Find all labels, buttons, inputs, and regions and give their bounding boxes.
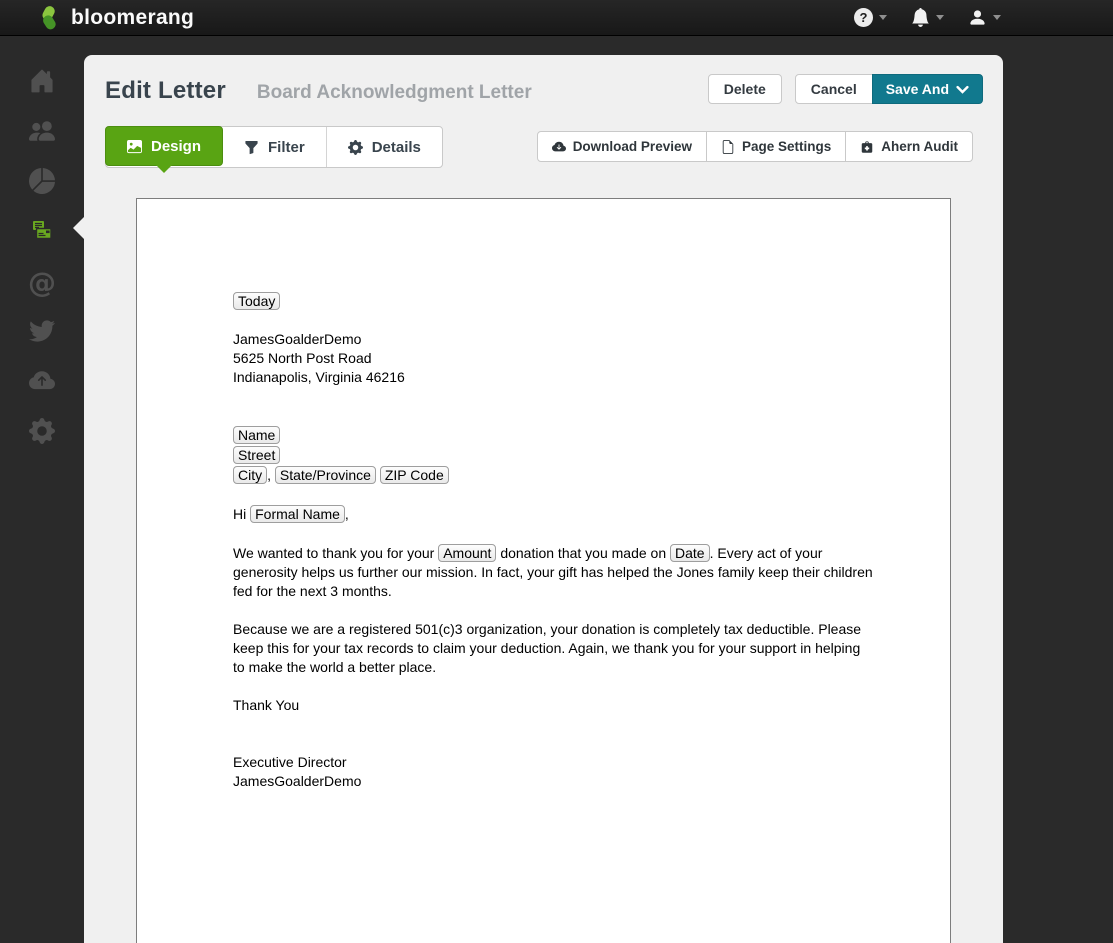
gear-icon [29,418,55,449]
brand-logo[interactable] [38,6,194,30]
letter-paragraph: Name Street City , State/Province ZIP Code [233,425,875,485]
letter-paragraph [233,291,875,311]
notifications-menu[interactable] [911,8,944,27]
user-icon [968,8,987,27]
sidebar-item-email[interactable] [0,258,84,308]
chevron-down-icon [956,85,969,95]
gear-icon [348,140,363,155]
merge-field-token[interactable]: Today [233,292,280,310]
merge-field-token[interactable]: City [233,466,267,484]
twitter-icon [29,318,55,349]
pie-chart-icon [29,168,55,199]
letter-paragraph [233,601,875,620]
main-panel [84,55,1003,943]
panel-header [84,55,1003,105]
caret-down-icon [936,15,944,24]
topbar-menus [854,8,1001,27]
merge-field-token[interactable]: Formal Name [250,505,345,523]
tab-label: Design [151,137,202,155]
save-and-button[interactable] [872,74,983,104]
letter-paragraph [233,387,875,406]
bell-icon [911,8,930,27]
cloud-upload-icon [29,368,55,399]
download-preview-button[interactable] [537,131,707,162]
letter-name: Board Acknowledgment Letter [256,82,532,103]
sidebar-item-letters[interactable] [0,208,84,258]
sidebar-item-settings[interactable] [0,408,84,458]
header-actions [708,74,983,104]
letter-paragraph: Because we are a registered 501(c)3 organization, your donation is completely tax deductible. Please keep this for your tax records to claim your deduction. Again, we thank you for your support in helping to make the world a better place. [233,621,862,675]
sidebar-item-home[interactable] [0,58,84,108]
tab-row [105,126,973,168]
cloud-download-icon [552,140,566,154]
letter-paragraph [233,406,875,425]
letter-paragraph [233,485,875,504]
home-icon [29,68,55,99]
merge-field-token[interactable]: State/Province [275,466,376,484]
letter-preview-page[interactable] [136,198,951,943]
sidebar-nav [0,36,84,943]
audit-icon [860,140,874,154]
toolbar-button-label: Download Preview [572,139,692,154]
merge-field-token[interactable]: Date [670,544,710,562]
merge-field-token[interactable]: Street [233,446,280,464]
tab-group [105,126,443,168]
at-sign-icon: @ [28,265,56,299]
preview-toolbar [537,131,973,162]
letter-paragraph: Thank You [233,697,300,713]
top-bar [0,0,1113,36]
caret-down-icon [879,15,887,24]
brand-name: bloomerang [71,5,195,29]
letter-paragraph [233,715,875,734]
letter-body [137,199,950,831]
save-and-label: Save And [885,81,949,97]
page-icon [721,140,735,154]
letters-icon [29,218,55,249]
help-icon: ? [854,8,873,27]
sidebar-item-reports[interactable] [0,158,84,208]
sidebar-item-twitter[interactable] [0,308,84,358]
toolbar-button-label: Ahern Audit [881,139,958,154]
tab-label: Details [371,138,421,156]
bloomerang-leaf-icon [38,6,60,30]
people-icon [29,118,55,149]
ahern-audit-button[interactable] [846,131,973,162]
letter-paragraph [233,734,875,753]
account-menu[interactable] [968,8,1001,27]
letter-paragraph: Executive Director JamesGoalderDemo [233,754,362,789]
letter-paragraph [233,524,875,543]
help-menu[interactable] [854,8,887,27]
sidebar-item-import[interactable] [0,358,84,408]
image-icon [127,139,142,154]
tab-label: Filter [268,138,305,156]
toolbar-button-label: Page Settings [741,139,832,154]
letter-paragraph [233,311,875,330]
caret-down-icon [993,15,1001,24]
letter-paragraph [233,677,875,696]
letter-paragraph: Hi Formal Name , [233,506,349,522]
funnel-icon [244,140,259,155]
active-nav-pointer [73,217,84,239]
merge-field-token[interactable]: ZIP Code [380,466,449,484]
page-settings-button[interactable] [707,131,846,162]
tab-design[interactable] [105,126,223,166]
delete-button[interactable]: Delete [708,74,782,104]
sidebar-item-constituents[interactable] [0,108,84,158]
cancel-button[interactable]: Cancel [795,74,873,104]
merge-field-token[interactable]: Name [233,426,280,444]
page-title: Edit Letter [105,77,226,104]
tab-filter[interactable] [223,127,327,167]
merge-field-token[interactable]: Amount [438,544,496,562]
tab-details[interactable] [327,127,442,167]
letter-paragraph: JamesGoalderDemo 5625 North Post Road Indianapolis, Virginia 46216 [233,331,405,385]
letter-paragraph: We wanted to thank you for your Amount donation that you made on Date . Every act of your generosity helps us further our mission. In fact, your gift has helped the Jones family keep their children fed for the next 3 months. [233,545,873,599]
